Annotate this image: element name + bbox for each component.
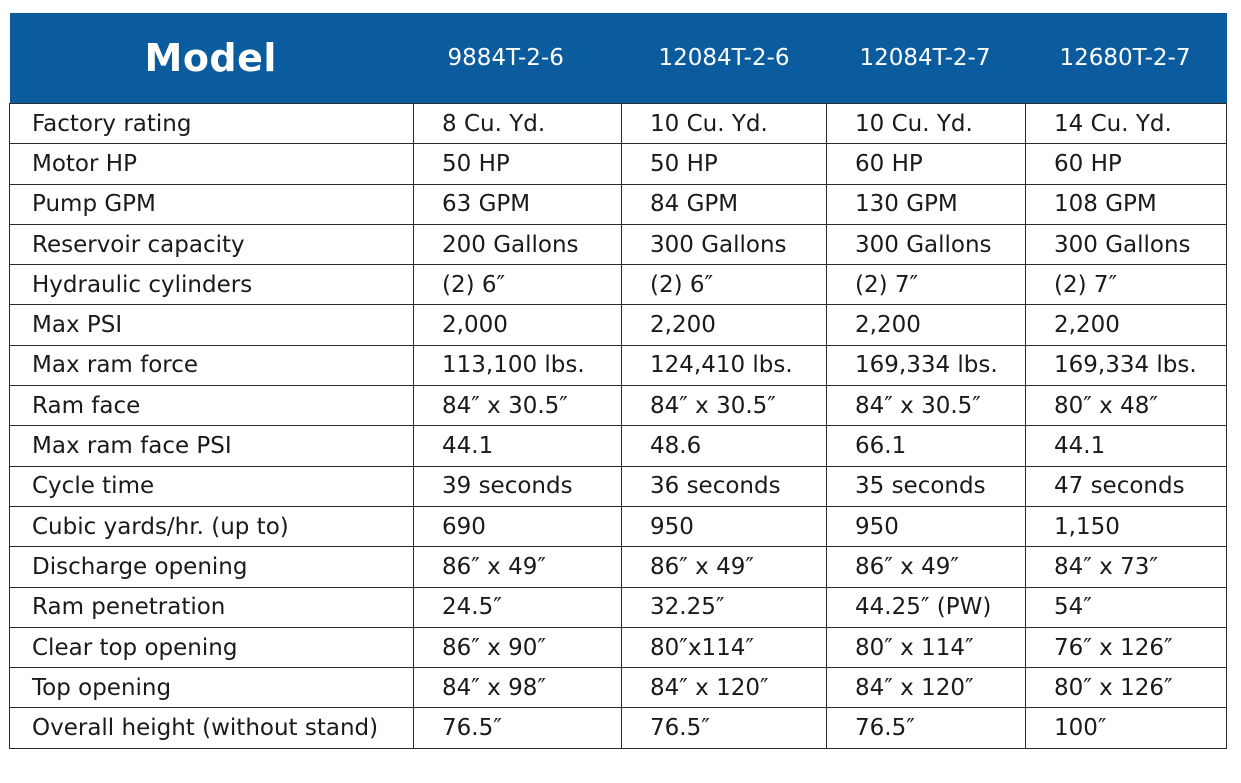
spec-value: 14 Cu. Yd.: [1026, 104, 1227, 144]
table-row: [10, 668, 1227, 708]
table-row: [10, 345, 1227, 385]
spec-table: [9, 13, 1227, 749]
spec-value: 100″: [1026, 708, 1227, 748]
spec-value: 36 seconds: [622, 466, 827, 506]
spec-value: 80″ x 114″: [827, 627, 1026, 667]
table-row: [10, 265, 1227, 305]
model-column-header: 12084T-2-7: [827, 13, 1026, 104]
spec-label: Top opening: [10, 668, 414, 708]
spec-label: Max ram face PSI: [10, 426, 414, 466]
spec-label: Max PSI: [10, 305, 414, 345]
spec-value: 63 GPM: [414, 184, 622, 224]
spec-value: 2,200: [622, 305, 827, 345]
spec-value: (2) 6″: [622, 265, 827, 305]
spec-value: (2) 6″: [414, 265, 622, 305]
spec-label: Motor HP: [10, 144, 414, 184]
table-row: [10, 184, 1227, 224]
spec-value: 60 HP: [827, 144, 1026, 184]
spec-value: 35 seconds: [827, 466, 1026, 506]
spec-value: 47 seconds: [1026, 466, 1227, 506]
spec-label: Cycle time: [10, 466, 414, 506]
table-header: [10, 13, 1227, 104]
spec-value: 84″ x 73″: [1026, 547, 1227, 587]
spec-value: 54″: [1026, 587, 1227, 627]
spec-value: 8 Cu. Yd.: [414, 104, 622, 144]
spec-value: 84″ x 30.5″: [414, 386, 622, 426]
spec-value: 130 GPM: [827, 184, 1026, 224]
table-row: [10, 506, 1227, 546]
spec-value: 10 Cu. Yd.: [827, 104, 1026, 144]
spec-value: 39 seconds: [414, 466, 622, 506]
table-row: [10, 587, 1227, 627]
spec-label: Clear top opening: [10, 627, 414, 667]
header-row: [10, 13, 1227, 104]
model-header: Model: [10, 13, 414, 104]
spec-value: 66.1: [827, 426, 1026, 466]
spec-value: 48.6: [622, 426, 827, 466]
table-body: [10, 104, 1227, 749]
spec-value: 80″ x 48″: [1026, 386, 1227, 426]
spec-value: 86″ x 49″: [622, 547, 827, 587]
spec-value: 2,200: [1026, 305, 1227, 345]
spec-label: Pump GPM: [10, 184, 414, 224]
spec-value: 50 HP: [622, 144, 827, 184]
spec-value: 300 Gallons: [622, 224, 827, 264]
spec-value: 86″ x 49″: [414, 547, 622, 587]
spec-value: 84 GPM: [622, 184, 827, 224]
spec-value: 124,410 lbs.: [622, 345, 827, 385]
spec-value: 60 HP: [1026, 144, 1227, 184]
table-row: [10, 547, 1227, 587]
spec-value: 32.25″: [622, 587, 827, 627]
spec-value: (2) 7″: [1026, 265, 1227, 305]
spec-label: Reservoir capacity: [10, 224, 414, 264]
spec-value: 44.25″ (PW): [827, 587, 1026, 627]
table-row: [10, 466, 1227, 506]
spec-label: Factory rating: [10, 104, 414, 144]
spec-value: 84″ x 30.5″: [827, 386, 1026, 426]
table-row: [10, 386, 1227, 426]
table-row: [10, 224, 1227, 264]
spec-value: 300 Gallons: [1026, 224, 1227, 264]
spec-value: 84″ x 120″: [622, 668, 827, 708]
spec-value: 76″ x 126″: [1026, 627, 1227, 667]
spec-value: 2,000: [414, 305, 622, 345]
spec-value: 690: [414, 506, 622, 546]
spec-value: 24.5″: [414, 587, 622, 627]
spec-value: 84″ x 120″: [827, 668, 1026, 708]
spec-value: 80″ x 126″: [1026, 668, 1227, 708]
table-row: [10, 627, 1227, 667]
spec-value: 44.1: [1026, 426, 1227, 466]
spec-label: Ram penetration: [10, 587, 414, 627]
spec-value: 76.5″: [827, 708, 1026, 748]
spec-value: 76.5″: [622, 708, 827, 748]
spec-label: Hydraulic cylinders: [10, 265, 414, 305]
spec-label: Ram face: [10, 386, 414, 426]
spec-value: 2,200: [827, 305, 1026, 345]
spec-value: (2) 7″: [827, 265, 1026, 305]
spec-value: 76.5″: [414, 708, 622, 748]
table-row: [10, 305, 1227, 345]
spec-value: 86″ x 49″: [827, 547, 1026, 587]
spec-value: 950: [827, 506, 1026, 546]
spec-value: 169,334 lbs.: [1026, 345, 1227, 385]
spec-value: 84″ x 30.5″: [622, 386, 827, 426]
model-column-header: 9884T-2-6: [414, 13, 622, 104]
spec-label: Max ram force: [10, 345, 414, 385]
model-column-header: 12680T-2-7: [1026, 13, 1227, 104]
spec-value: 300 Gallons: [827, 224, 1026, 264]
spec-value: 1,150: [1026, 506, 1227, 546]
spec-label: Discharge opening: [10, 547, 414, 587]
spec-value: 84″ x 98″: [414, 668, 622, 708]
spec-value: 86″ x 90″: [414, 627, 622, 667]
spec-value: 113,100 lbs.: [414, 345, 622, 385]
spec-value: 50 HP: [414, 144, 622, 184]
table-row: [10, 426, 1227, 466]
spec-value: 950: [622, 506, 827, 546]
model-column-header: 12084T-2-6: [622, 13, 827, 104]
spec-label: Overall height (without stand): [10, 708, 414, 748]
table-row: [10, 144, 1227, 184]
spec-value: 108 GPM: [1026, 184, 1227, 224]
spec-value: 200 Gallons: [414, 224, 622, 264]
spec-value: 10 Cu. Yd.: [622, 104, 827, 144]
spec-label: Cubic yards/hr. (up to): [10, 506, 414, 546]
spec-value: 169,334 lbs.: [827, 345, 1026, 385]
spec-value: 44.1: [414, 426, 622, 466]
spec-value: 80″x114″: [622, 627, 827, 667]
table-row: [10, 708, 1227, 748]
table-row: [10, 104, 1227, 144]
